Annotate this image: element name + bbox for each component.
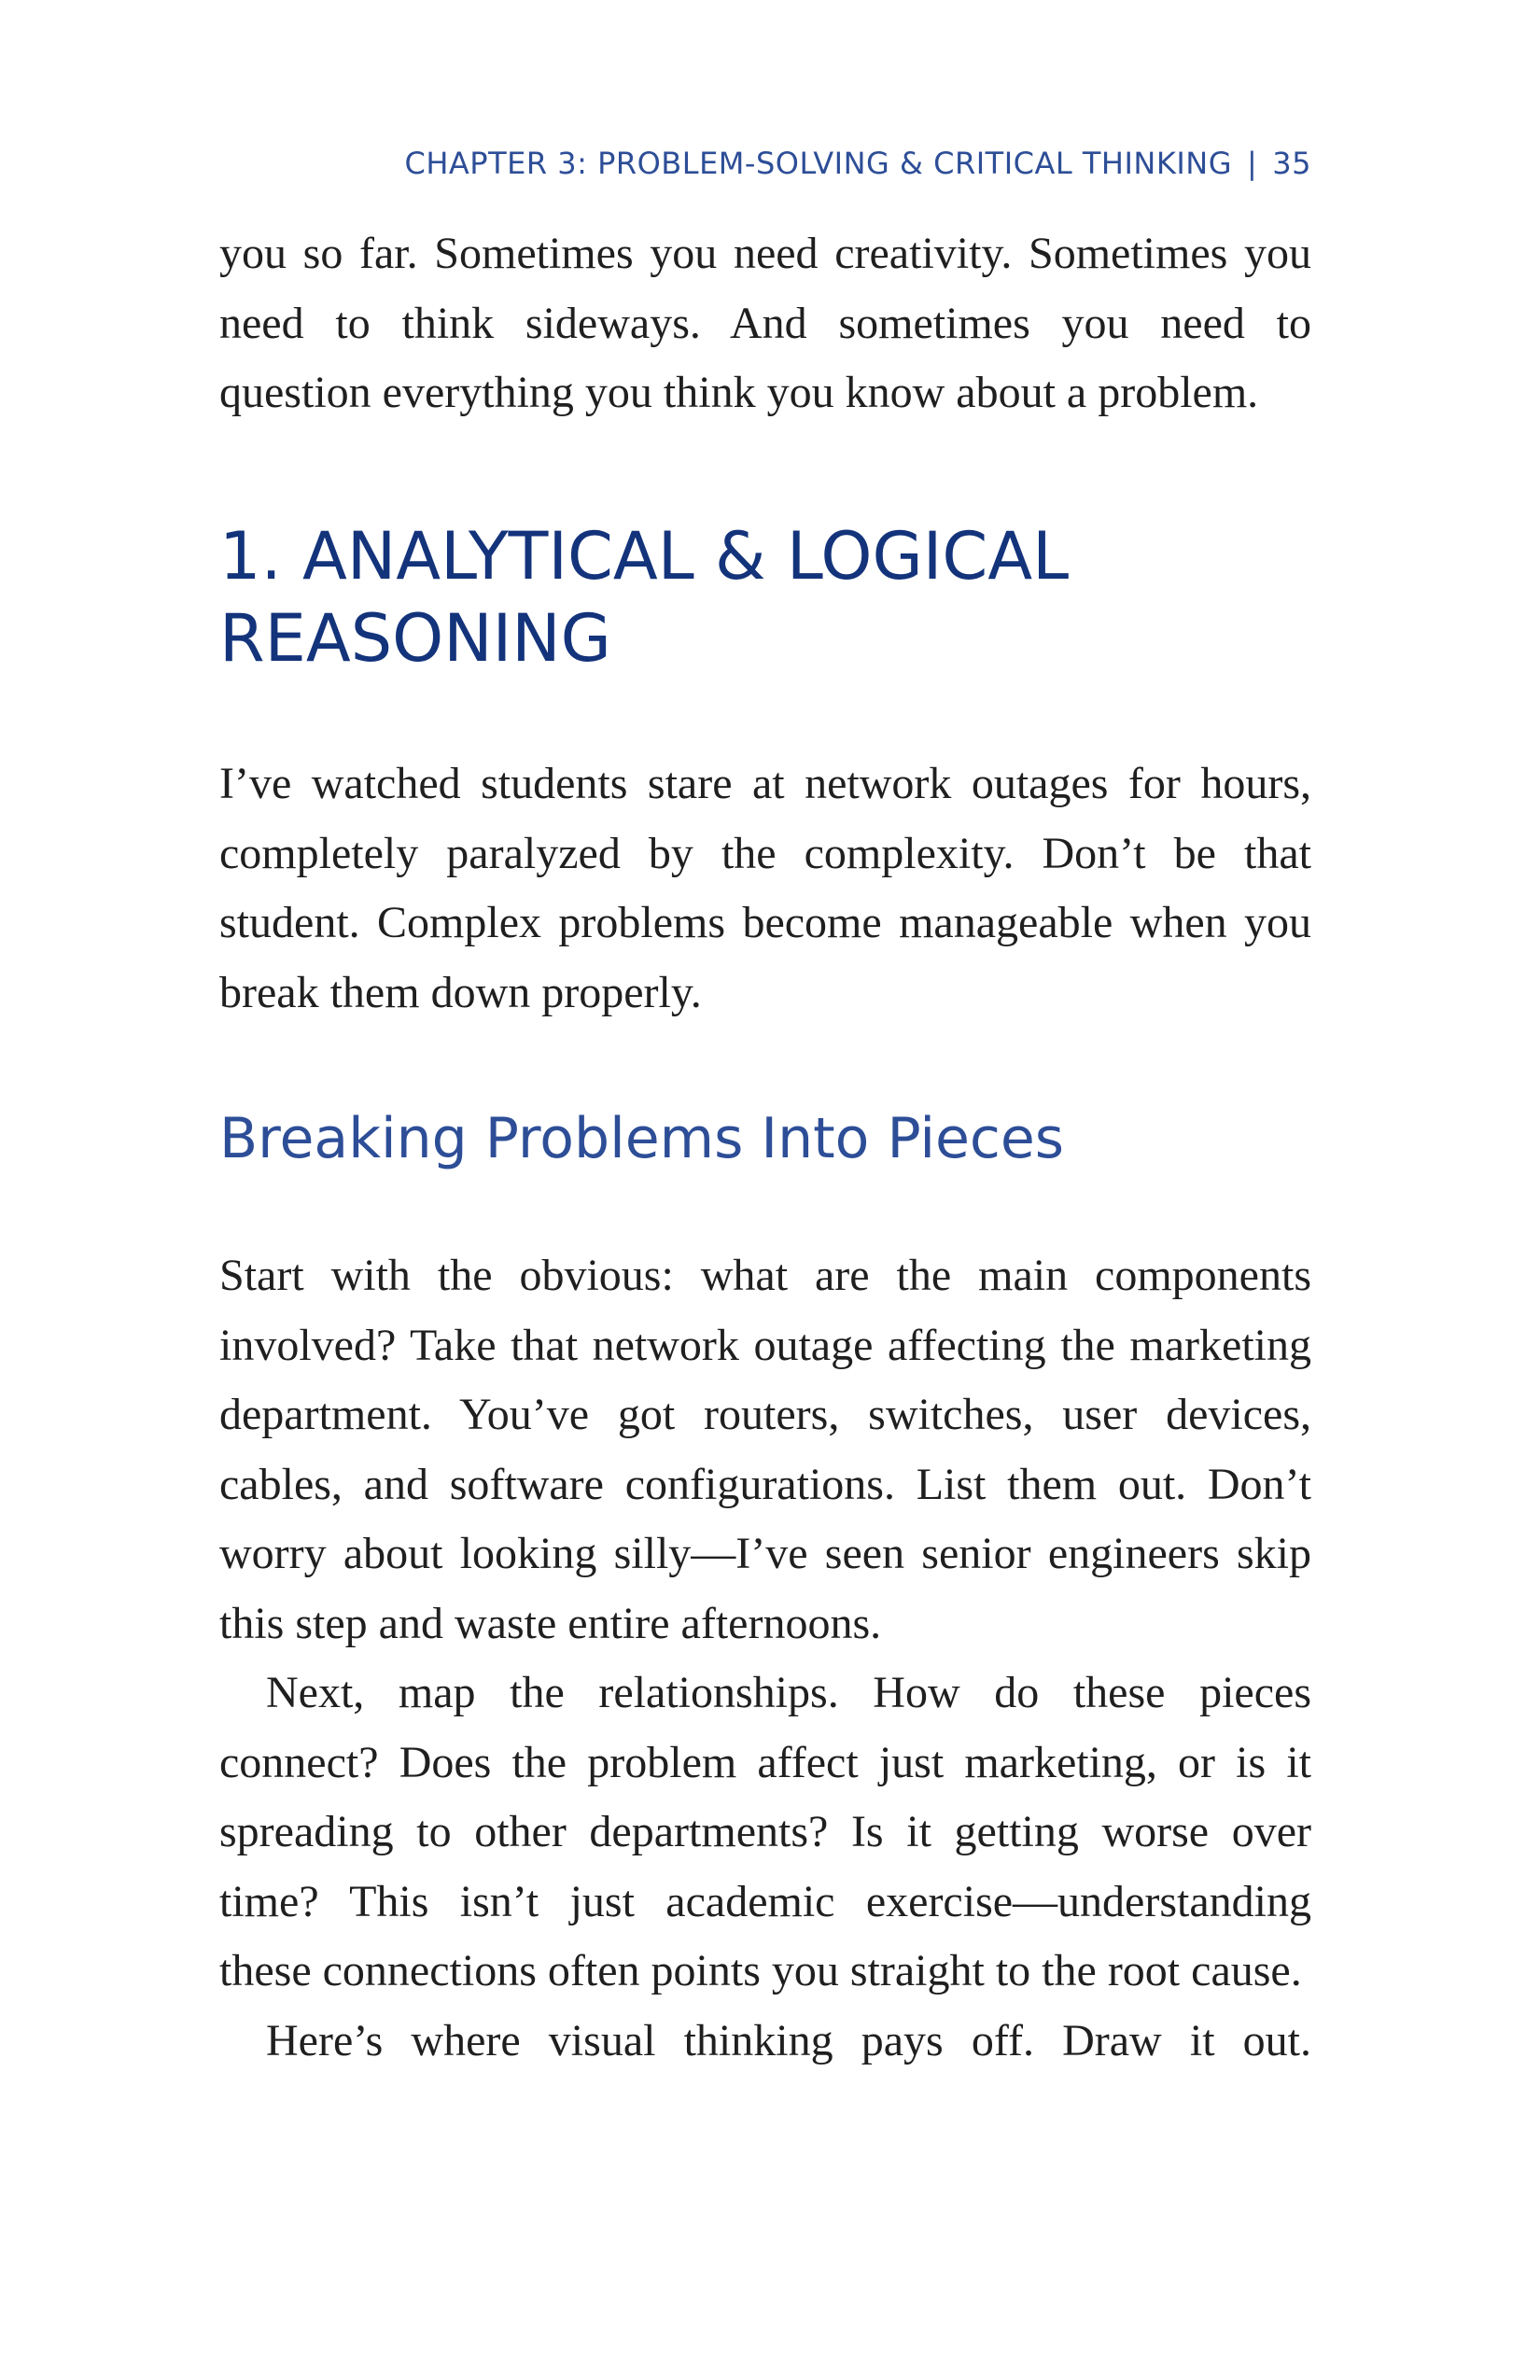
intro-paragraph: you so far. Sometimes you need creativity. Sometimes you need to think sideways. And sometimes you need to question everything you think you know about a problem. (219, 229, 1311, 417)
subsection-body (219, 1241, 1311, 2076)
running-header (405, 146, 1312, 181)
body-paragraph: Here’s where visual thinking pays off. Draw it out. (266, 2015, 1311, 2065)
body-paragraph: Next, map the relationships. How do these pieces connect? Does the problem affect just marketing, or is it spreading to other departments? Is it getting worse over time? This isn’t just academic exercise—understanding these connections often points you straight to the root cause. (219, 1668, 1311, 1995)
book-page (219, 0, 1311, 2380)
header-separator: | (1247, 146, 1258, 181)
chapter-title: CHAPTER 3: PROBLEM-SOLVING & CRITICAL THINKING (404, 146, 1232, 181)
section-heading: 1. ANALYTICAL & LOGICAL REASONING (219, 518, 1070, 677)
subsection-heading: Breaking Problems Into Pieces (219, 1106, 1065, 1171)
body-paragraph: Start with the obvious: what are the main components involved? Take that network outage affecting the marketing department. You’ve got routers, switches, user devices, cables, and software configurations. List them out. Don’t worry about looking silly—I’ve seen senior engineers skip this step and waste entire afternoons. (219, 1251, 1311, 1648)
page-number: 35 (1272, 146, 1311, 181)
section-paragraph: I’ve watched students stare at network outages for hours, completely paralyzed by the complexity. Don’t be that student. Complex problems become manageable when you break them down properly. (219, 759, 1311, 1017)
